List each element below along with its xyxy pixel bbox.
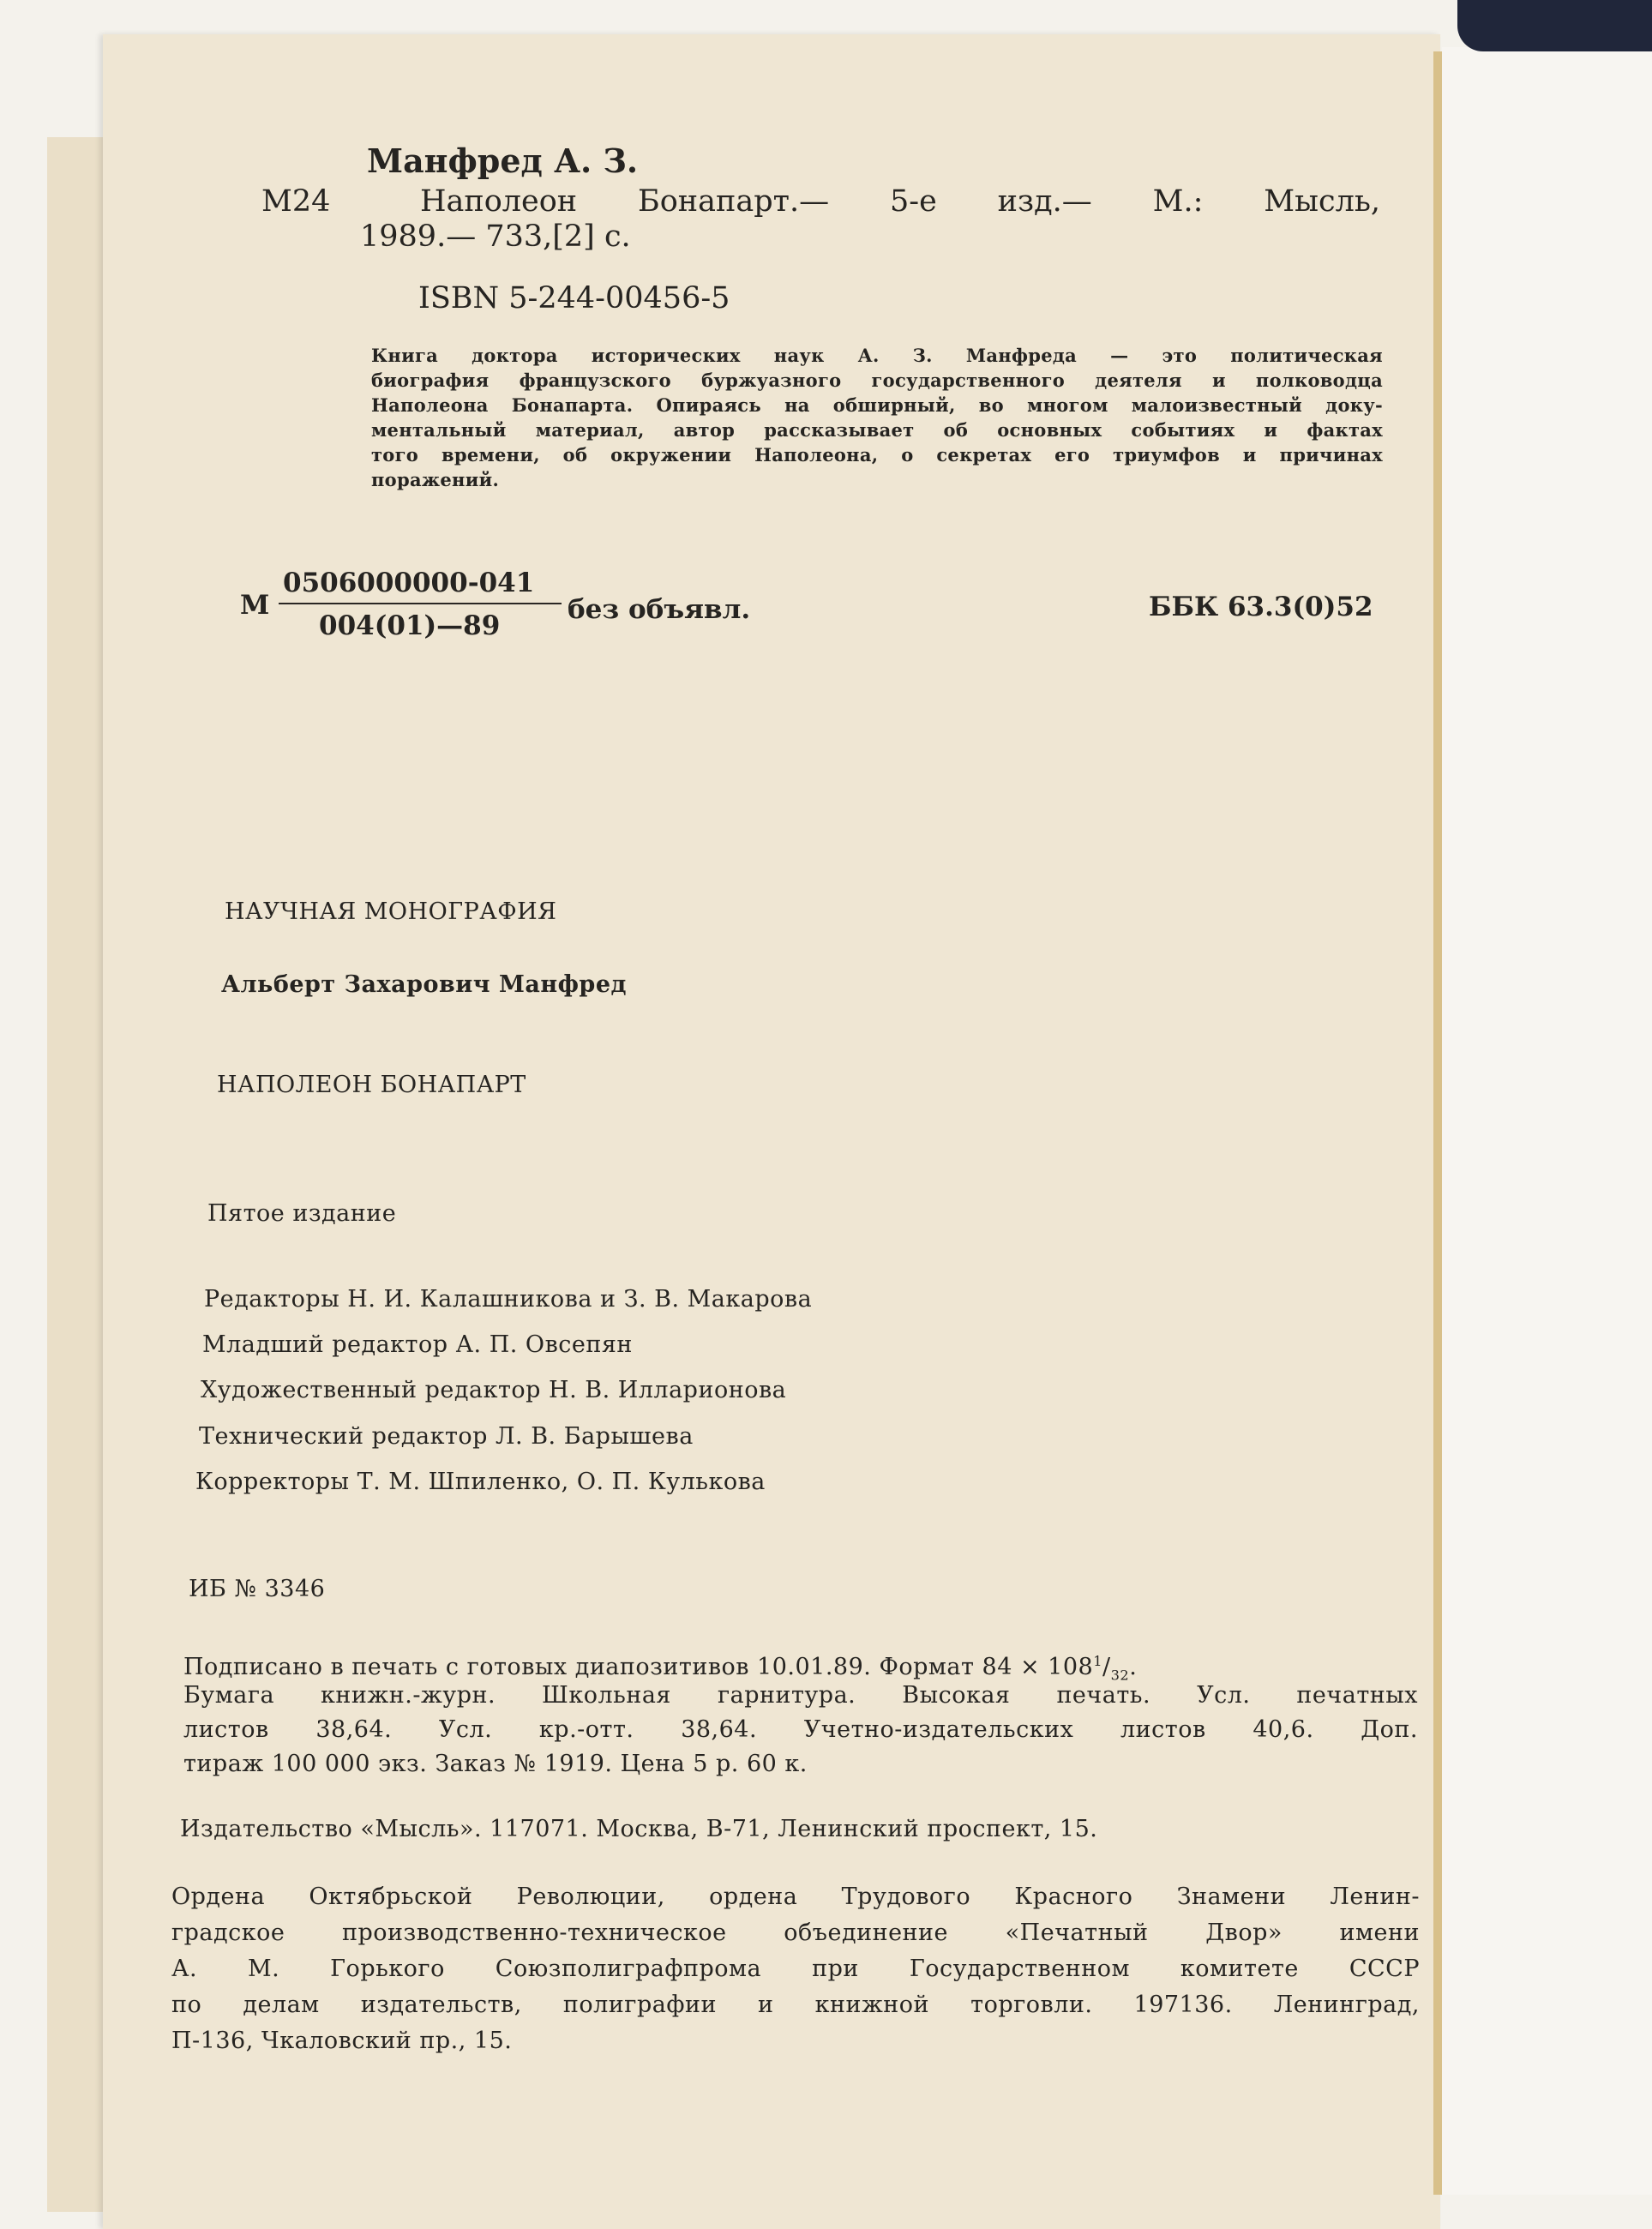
- annotation-line: Книга доктора исторических наук А. З. Манфреда — это политическая: [371, 345, 1383, 366]
- title-line-1: Наполеон Бонапарт.— 5-е изд.— М.: Мысль,: [420, 184, 1380, 219]
- annotation-line: того времени, об окружении Наполеона, о секретах его триумфов и причинах: [371, 444, 1383, 466]
- printer-line: градское производственно-техническое объединение «Печатный Двор» имени: [171, 1920, 1420, 1946]
- edition: Пятое издание: [207, 1200, 397, 1227]
- index-denominator: 004(01)—89: [319, 610, 501, 641]
- publisher-address: Издательство «Мысль». 117071. Москва, В-71, Ленинский проспект, 15.: [180, 1816, 1098, 1842]
- credit-line: Младший редактор А. П. Овсепян: [202, 1331, 633, 1358]
- printer-info: [171, 1879, 1420, 2059]
- annotation-line: поражений.: [371, 469, 500, 490]
- credit-line: Редакторы Н. И. Калашникова и З. В. Макарова: [204, 1286, 813, 1313]
- fraction-bar: [279, 603, 562, 604]
- printer-line: по делам издательств, полиграфии и книжной торговли. 197136. Ленинград,: [171, 1992, 1420, 2018]
- print-line: Подписано в печать с готовых диапозитивов 10.01.89. Формат $84 \times 108^1/_{32}$.: [183, 1653, 1138, 1684]
- credit-line: Корректоры Т. М. Шпиленко, О. П. Кулькова: [195, 1469, 766, 1495]
- ib-number: ИБ № 3346: [189, 1576, 326, 1602]
- printer-line: П-136, Чкаловский пр., 15.: [171, 2028, 513, 2054]
- annotation: [371, 343, 1383, 492]
- annotation-line: Наполеона Бонапарта. Опираясь на обширный, во многом малоизвестный доку-: [371, 394, 1383, 416]
- printer-line: Ордена Октябрьской Революции, ордена Трудового Красного Знамени Ленин-: [171, 1884, 1420, 1910]
- call-number: М24: [261, 184, 331, 219]
- annotation-line: биография французского буржуазного государственного деятеля и полководца: [371, 369, 1383, 391]
- book-cover-corner: [1457, 0, 1652, 51]
- book-title: НАПОЛЕОН БОНАПАРТ: [217, 1072, 526, 1098]
- facing-page: [1442, 47, 1652, 2195]
- print-line: листов 38,64. Усл. кр.-отт. 38,64. Учетно-издательских листов 40,6. Доп.: [183, 1716, 1418, 1743]
- print-details: [183, 1644, 1418, 1781]
- author-heading: Манфред А. З.: [367, 141, 639, 180]
- annotation-line: ментальный материал, автор рассказывает об основных событиях и фактах: [371, 419, 1383, 441]
- index-note: без объявл.: [568, 594, 751, 625]
- bbk-code: ББК 63.3(0)52: [1149, 592, 1373, 622]
- title-line-2: 1989.— 733,[2] с.: [360, 219, 631, 254]
- printer-line: А. М. Горького Союзполиграфпрома при Государственном комитете СССР: [171, 1956, 1420, 1982]
- isbn: ISBN 5-244-00456-5: [418, 281, 730, 315]
- genre-label: НАУЧНАЯ МОНОГРАФИЯ: [225, 898, 557, 925]
- index-letter: М: [240, 590, 270, 621]
- credit-line: Технический редактор Л. В. Барышева: [199, 1423, 694, 1450]
- index-numerator: 0506000000-041: [283, 568, 535, 598]
- credit-line: Художественный редактор Н. В. Илларионова: [201, 1377, 787, 1403]
- print-line: тираж 100 000 экз. Заказ № 1919. Цена 5 р. 60 к.: [183, 1751, 808, 1777]
- page-gutter: [1433, 51, 1442, 2195]
- author-full-name: Альберт Захарович Манфред: [221, 971, 627, 998]
- print-line: Бумага книжн.-журн. Школьная гарнитура. Высокая печать. Усл. печатных: [183, 1682, 1418, 1709]
